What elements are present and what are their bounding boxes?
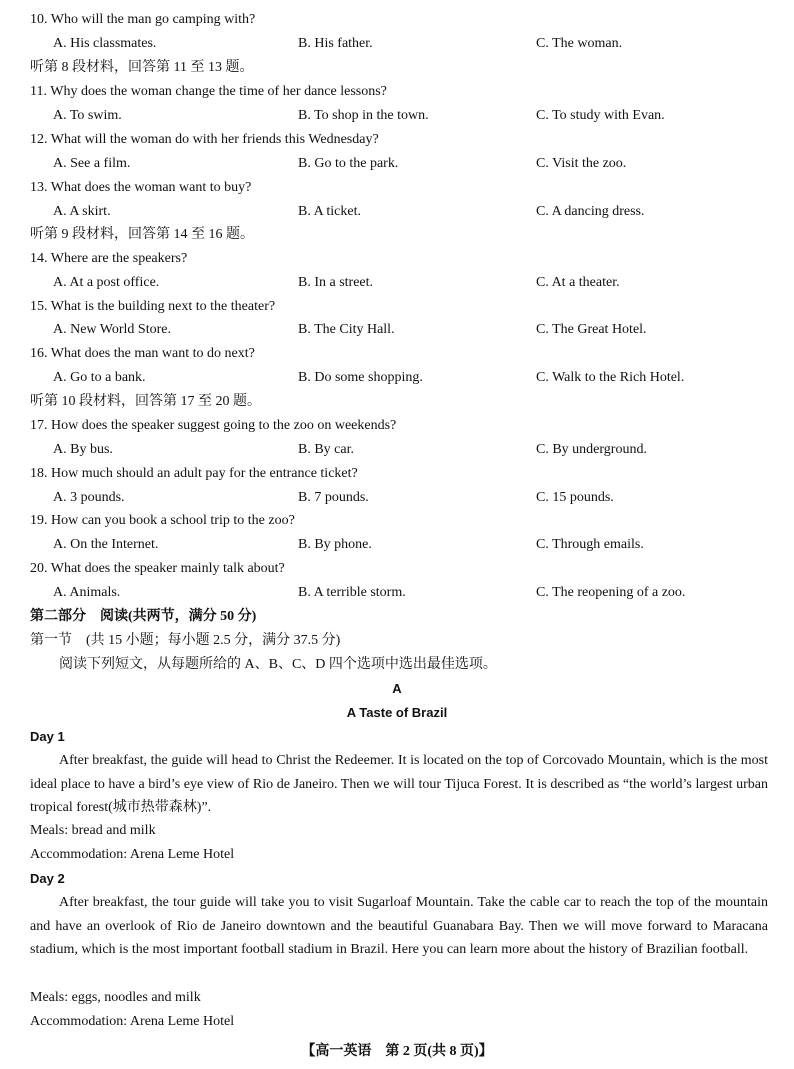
option-b: B. In a street. (298, 275, 374, 290)
section-instruction: 听第 10 段材料，回答第 17 至 20 题。 (30, 394, 261, 409)
option-b: B. 7 pounds. (298, 490, 369, 505)
passage-title: A Taste of Brazil (346, 705, 448, 720)
option-c: C. A dancing dress. (536, 204, 645, 219)
day-label: Day 2 (30, 871, 65, 886)
option-c: C. The woman. (536, 36, 623, 51)
option-c: C. At a theater. (536, 275, 620, 290)
question-stem: 10. Who will the man go camping with? (30, 12, 256, 27)
section-instruction: 听第 9 段材料，回答第 14 至 16 题。 (30, 227, 254, 242)
accommodation: Accommodation: Arena Leme Hotel (30, 847, 235, 862)
option-b: B. His father. (298, 36, 373, 51)
option-c: C. Through emails. (536, 537, 644, 552)
section-instruction: 阅读下列短文，从每题所给的 A、B、C、D 四个选项中选出最佳选项。 (59, 657, 497, 672)
part-title: 第二部分 阅读(共两节，满分 50 分) (30, 609, 257, 624)
meals: Meals: bread and milk (30, 823, 156, 838)
question-stem: 13. What does the woman want to buy? (30, 180, 252, 195)
option-a: A. By bus. (53, 442, 113, 457)
option-c: C. Visit the zoo. (536, 156, 627, 171)
option-c: C. The Great Hotel. (536, 322, 647, 337)
option-a: A. A skirt. (53, 204, 111, 219)
page-footer: 【高一英语 第 2 页(共 8 页)】 (301, 1044, 493, 1059)
option-c: C. 15 pounds. (536, 490, 614, 505)
option-c: C. The reopening of a zoo. (536, 585, 686, 600)
option-a: A. At a post office. (53, 275, 160, 290)
question-stem: 15. What is the building next to the theater? (30, 299, 276, 314)
question-stem: 20. What does the speaker mainly talk about? (30, 561, 285, 576)
option-b: B. To shop in the town. (298, 108, 429, 123)
accommodation: Accommodation: Arena Leme Hotel (30, 1014, 235, 1029)
section-instruction: 听第 8 段材料，回答第 11 至 13 题。 (30, 60, 254, 75)
day-label: Day 1 (30, 729, 65, 744)
option-a: A. His classmates. (53, 36, 157, 51)
option-a: A. Go to a bank. (53, 370, 146, 385)
option-c: C. Walk to the Rich Hotel. (536, 370, 685, 385)
option-b: B. Do some shopping. (298, 370, 423, 385)
passage-letter: A (392, 681, 402, 696)
day-paragraph: After breakfast, the tour guide will take you to visit Sugarloaf Mountain. Take the cable car to reach the top of the mountain and have an overlook of Rio de Janeiro downtown and the beautiful Guanabara Bay. Then we will move forward to Maracana stadium, which is the most important football stadium in Brazil. Here you can learn more about the history of Brazilian football. (30, 895, 768, 958)
option-b: B. Go to the park. (298, 156, 399, 171)
question-stem: 14. Where are the speakers? (30, 251, 188, 266)
option-b: B. A ticket. (298, 204, 361, 219)
question-stem: 18. How much should an adult pay for the entrance ticket? (30, 466, 358, 481)
option-a: A. On the Internet. (53, 537, 159, 552)
option-b: B. A terrible storm. (298, 585, 406, 600)
meals: Meals: eggs, noodles and milk (30, 990, 201, 1005)
question-stem: 17. How does the speaker suggest going to the zoo on weekends? (30, 418, 397, 433)
option-a: A. 3 pounds. (53, 490, 125, 505)
option-a: A. New World Store. (53, 322, 171, 337)
question-stem: 19. How can you book a school trip to the zoo? (30, 513, 295, 528)
option-a: A. Animals. (53, 585, 121, 600)
day-paragraph: After breakfast, the guide will head to Christ the Redeemer. It is located on the top of Corcovado Mountain, which is the most ideal place to have a bird’s eye view of Rio de Janeiro. Then we will tour Tijuca Forest. It is described as “the world’s largest urban tropical forest(城市热带森林)”. (30, 753, 768, 816)
option-a: A. To swim. (53, 108, 122, 123)
option-a: A. See a film. (53, 156, 131, 171)
option-c: C. To study with Evan. (536, 108, 665, 123)
question-stem: 11. Why does the woman change the time of her dance lessons? (30, 84, 387, 99)
option-b: B. By phone. (298, 537, 372, 552)
option-c: C. By underground. (536, 442, 647, 457)
section-title: 第一节 (共 15 小题；每小题 2.5 分，满分 37.5 分) (30, 633, 341, 648)
option-b: B. The City Hall. (298, 322, 395, 337)
option-b: B. By car. (298, 442, 354, 457)
question-stem: 12. What will the woman do with her friends this Wednesday? (30, 132, 379, 147)
question-stem: 16. What does the man want to do next? (30, 346, 255, 361)
